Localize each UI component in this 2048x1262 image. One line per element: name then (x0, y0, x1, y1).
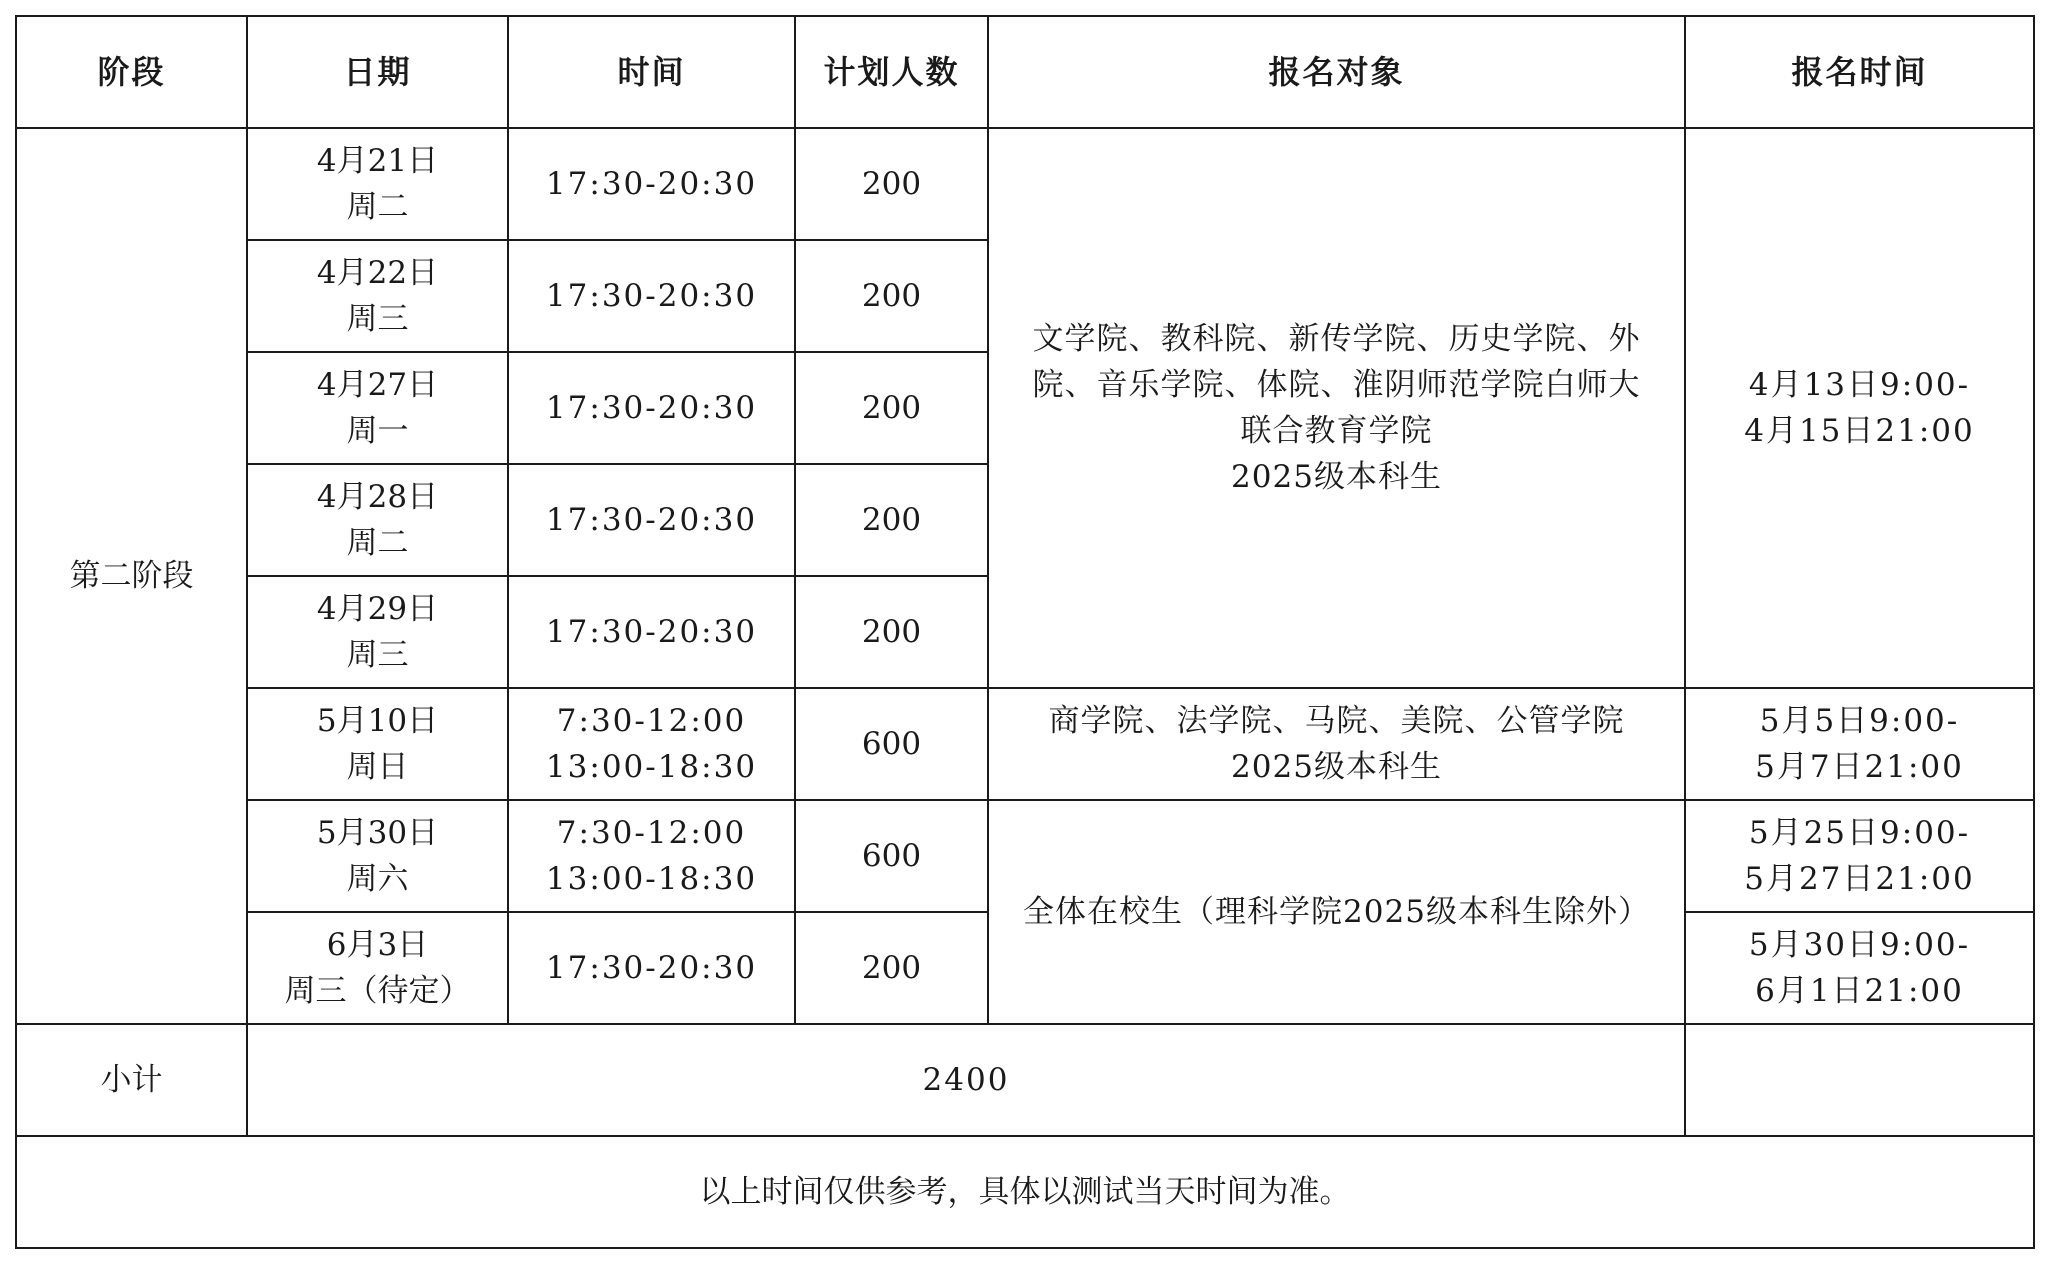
date-cell (247, 128, 508, 240)
date-text: 5月30日 (316, 815, 439, 851)
count-cell: 200 (795, 576, 988, 688)
count-cell: 200 (795, 352, 988, 464)
time-text: 7:30-12:00 (556, 815, 747, 851)
registration-line: 5月30日9:00- (1748, 927, 1971, 963)
count-cell: 200 (795, 240, 988, 352)
weekday-text: 周日 (346, 749, 409, 785)
target-line: 院、音乐学院、体院、淮阴师范学院白师大 (1032, 367, 1641, 403)
count-cell: 600 (795, 800, 988, 912)
time-cell (508, 688, 795, 800)
count-cell: 200 (795, 464, 988, 576)
registration-line: 5月27日21:00 (1744, 861, 1975, 897)
date-cell (247, 576, 508, 688)
subtotal-row (16, 1024, 2034, 1136)
date-cell (247, 352, 508, 464)
subtotal-label: 小计 (16, 1024, 247, 1136)
registration-line: 6月1日21:00 (1755, 973, 1964, 1009)
registration-line: 4月15日21:00 (1744, 413, 1975, 449)
time-cell (508, 128, 795, 240)
time-cell (508, 464, 795, 576)
note-row (16, 1136, 2034, 1248)
table-header-row (16, 16, 2034, 128)
weekday-text: 周三 (346, 301, 409, 337)
date-text: 4月29日 (316, 591, 439, 627)
date-text: 5月10日 (316, 703, 439, 739)
count-cell: 200 (795, 128, 988, 240)
date-cell (247, 240, 508, 352)
date-text: 4月27日 (316, 367, 439, 403)
subtotal-value: 2400 (247, 1024, 1685, 1136)
count-cell: 600 (795, 688, 988, 800)
time-text: 17:30-20:30 (545, 390, 758, 426)
weekday-text: 周六 (346, 861, 409, 897)
time-cell (508, 800, 795, 912)
weekday-text: 周三（待定） (284, 973, 471, 1009)
target-line: 2025级本科生 (1231, 749, 1442, 785)
subtotal-empty-cell (1685, 1024, 2034, 1136)
header-planned-count: 计划人数 (795, 16, 988, 128)
date-cell (247, 912, 508, 1024)
date-cell (247, 800, 508, 912)
weekday-text: 周二 (346, 189, 409, 225)
time-text: 17:30-20:30 (545, 502, 758, 538)
date-cell (247, 464, 508, 576)
header-registration-target: 报名对象 (988, 16, 1685, 128)
date-text: 4月28日 (316, 479, 439, 515)
target-line: 联合教育学院 (1240, 413, 1433, 449)
registration-line: 4月13日9:00- (1748, 367, 1971, 403)
time-cell (508, 240, 795, 352)
date-text: 4月22日 (316, 255, 439, 291)
schedule-table (15, 15, 2035, 1249)
registration-time-cell (1685, 800, 2034, 912)
target-cell (988, 688, 1685, 800)
time-cell (508, 576, 795, 688)
target-line: 全体在校生（理科学院2025级本科生除外） (1023, 894, 1650, 930)
time-text: 7:30-12:00 (556, 703, 747, 739)
time-text: 17:30-20:30 (545, 166, 758, 202)
header-date: 日期 (247, 16, 508, 128)
time-text: 17:30-20:30 (545, 278, 758, 314)
target-line: 文学院、教科院、新传学院、历史学院、外 (1032, 321, 1641, 357)
weekday-text: 周一 (346, 413, 409, 449)
table-row (16, 800, 2034, 912)
registration-line: 5月25日9:00- (1748, 815, 1971, 851)
registration-time-cell (1685, 912, 2034, 1024)
time-text: 13:00-18:30 (545, 749, 758, 785)
time-text: 17:30-20:30 (545, 950, 758, 986)
registration-line: 5月7日21:00 (1755, 749, 1964, 785)
time-text: 17:30-20:30 (545, 614, 758, 650)
time-cell (508, 912, 795, 1024)
date-text: 4月21日 (316, 143, 439, 179)
weekday-text: 周三 (346, 637, 409, 673)
header-time: 时间 (508, 16, 795, 128)
target-cell (988, 800, 1685, 1024)
registration-time-cell (1685, 688, 2034, 800)
header-registration-time: 报名时间 (1685, 16, 2034, 128)
footnote: 以上时间仅供参考，具体以测试当天时间为准。 (16, 1136, 2034, 1248)
registration-line: 5月5日9:00- (1759, 703, 1960, 739)
table-row (16, 128, 2034, 240)
registration-time-cell (1685, 128, 2034, 688)
weekday-text: 周二 (346, 525, 409, 561)
stage-cell: 第二阶段 (16, 128, 247, 1024)
time-cell (508, 352, 795, 464)
date-cell (247, 688, 508, 800)
table-row (16, 688, 2034, 800)
header-stage: 阶段 (16, 16, 247, 128)
time-text: 13:00-18:30 (545, 861, 758, 897)
target-line: 商学院、法学院、马院、美院、公管学院 (1048, 703, 1625, 739)
date-text: 6月3日 (326, 927, 429, 963)
target-line: 2025级本科生 (1231, 459, 1442, 495)
count-cell: 200 (795, 912, 988, 1024)
target-cell (988, 128, 1685, 688)
